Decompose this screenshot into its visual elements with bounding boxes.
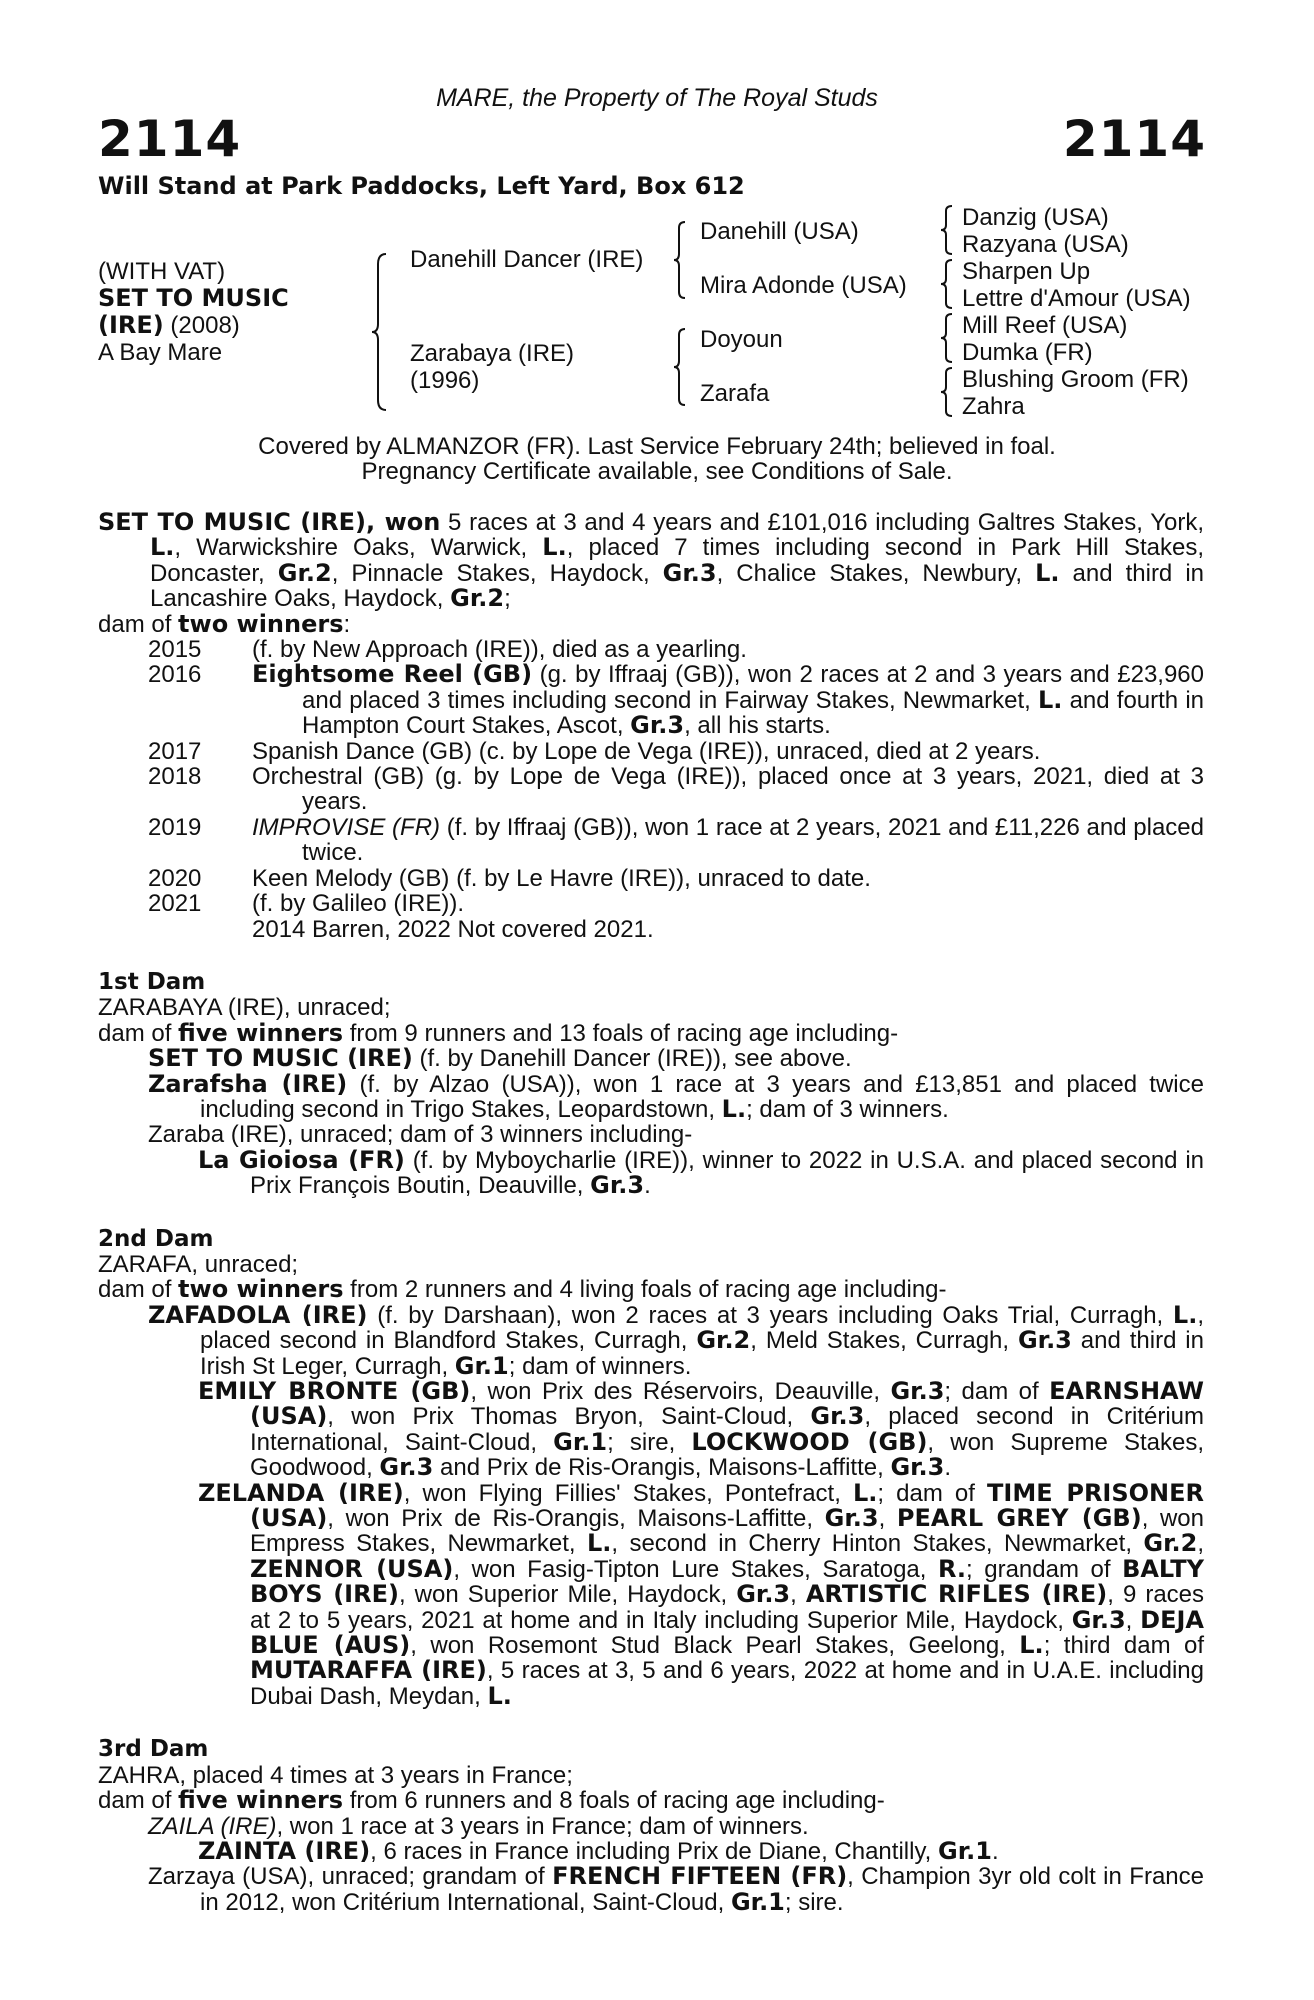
second-dam-heading: 2nd Dam [98, 1225, 214, 1252]
pedigree-bracket-sd [940, 258, 954, 310]
third-dam-line: ZAHRA, placed 4 times at 3 years in France; [98, 1761, 573, 1789]
pedigree-sire-sire: Danehill (USA) [700, 218, 859, 245]
second-dam-entry: EMILY BRONTE (GB), won Prix des Réservoirs, Deauville, Gr.3; dam of EARNSHAW (USA), won Prix Thomas Bryon, Saint-Cloud, Gr.3, placed second in Critérium International, Saint-Cloud, Gr.1; sire, LOCKWOOD (GB), won Supreme Stakes, Goodwood, Gr.3 and Prix de Ris-Orangis, Maisons-Laffitte, Gr.3. [198, 1377, 1205, 1482]
pedigree-g3-6: Dumka (FR) [962, 339, 1093, 366]
produce-row: 2021 (f. by Galileo (IRE)). [148, 890, 465, 918]
pedigree-g3-7: Blushing Groom (FR) [962, 366, 1189, 393]
pedigree-bracket-dd [940, 366, 954, 418]
pedigree-dam-sire: Doyoun [700, 326, 783, 353]
second-dam-summary: dam of two winners from 2 runners and 4 living foals of racing age including- [98, 1275, 947, 1304]
barren-note: 2014 Barren, 2022 Not covered 2021. [252, 915, 654, 943]
produce-row: 2020 Keen Melody (GB) (f. by Le Havre (IRE)), unraced to date. [148, 864, 871, 892]
pedigree-g3-8: Zahra [962, 393, 1025, 420]
lot-number-left: 2114 [98, 110, 242, 168]
produce-row: 2015 (f. by New Approach (IRE)), died as a yearling. [148, 636, 747, 664]
second-dam-entry: ZAFADOLA (IRE) (f. by Darshaan), won 2 races at 3 years including Oaks Trial, Curragh, L., placed second in Blandford Stakes, Curragh, Gr.2, Meld Stakes, Curragh, Gr.3 and third in Irish St Leger, Curragh, Gr.1; dam of winners. [148, 1300, 1204, 1380]
second-dam-entry: ZELANDA (IRE), won Flying Fillies' Stakes, Pontefract, L.; dam of TIME PRISONER (USA), won Prix de Ris-Orangis, Maisons-Laffitte, Gr.3, PEARL GREY (GB), won Empress Stakes, Newmarket, L., second in Cherry Hinton Stakes, Newmarket, Gr.2, ZENNOR (USA), won Fasig-Tipton Lure Stakes, Saratoga, R.; grandam of BALTY BOYS (IRE), won Superior Mile, Haydock, Gr.3, ARTISTIC RIFLES (IRE), 9 races at 2 to 5 years, 2021 at home and in Italy including Superior Mile, Haydock, Gr.3, DEJA BLUE (AUS), won Rosemont Stud Black Pearl Stakes, Geelong, L.; third dam of MUTARAFFA (IRE), 5 races at 3, 5 and 6 years, 2022 at home and in U.A.E. including Dubai Dash, Meydan, L. [198, 1478, 1205, 1710]
pedigree-sire-dam: Mira Adonde (USA) [700, 272, 907, 299]
first-dam-line: ZARABAYA (IRE), unraced; [98, 994, 391, 1022]
third-dam-summary: dam of five winners from 6 runners and 8 foals of racing age including- [98, 1786, 885, 1815]
pedigree-bracket-dam [672, 327, 688, 407]
produce-row: 2019 IMPROVISE (FR) (f. by Iffraaj (GB)), won 1 race at 2 years, 2021 and £11,226 and placed twice. [148, 813, 1204, 867]
produce-row: 2017 Spanish Dance (GB) (c. by Lope de Vega (IRE)), unraced, died at 2 years. [148, 737, 1041, 765]
vat-note: (WITH VAT) [98, 258, 226, 285]
horse-origin-year: (IRE) (2008) [98, 311, 240, 339]
property-line: MARE, the Property of The Royal Studs [436, 84, 878, 112]
first-dam-summary: dam of five winners from 9 runners and 13 foals of racing age including- [98, 1018, 899, 1047]
produce-row: 2018 Orchestral (GB) (g. by Lope de Vega (IRE)), placed once at 3 years, 2021, died at 3 years. [148, 763, 1204, 816]
first-dam-entry: SET TO MUSIC (IRE) (f. by Danehill Dancer (IRE)), see above. [148, 1044, 852, 1073]
first-dam-entry: Zarafsha (IRE) (f. by Alzao (USA)), won 1 race at 3 years and £13,851 and placed twice including second in Trigo Stakes, Leopardstown, L.; dam of 3 winners. [148, 1069, 1204, 1123]
pedigree-bracket-ss [940, 204, 954, 256]
first-dam-heading: 1st Dam [98, 968, 206, 995]
pedigree-bracket-ds [940, 312, 954, 364]
third-dam-heading: 3rd Dam [98, 1736, 209, 1763]
pedigree-dam-dam: Zarafa [700, 380, 770, 407]
dam-of-summary: dam of two winners: [98, 609, 351, 638]
race-record: SET TO MUSIC (IRE), won 5 races at 3 and 4 years and £101,016 including Galtres Stakes, York, L., Warwickshire Oaks, Warwick, L., placed 7 times including second in Park Hill Stakes, Doncaster, Gr.2, Pinnacle Stakes, Haydock, Gr.3, Chalice Stakes, Newbury, L. and third in Lancashire Oaks, Haydock, Gr.2; [98, 508, 1205, 613]
first-dam-entry: Zaraba (IRE), unraced; dam of 3 winners including- [148, 1121, 693, 1149]
horse-name: SET TO MUSIC [98, 284, 289, 312]
pedigree-sire: Danehill Dancer (IRE) [410, 246, 644, 273]
produce-row: 2016 Eightsome Reel (GB) (g. by Iffraaj (GB)), won 2 races at 2 and 3 years and £23,960 and placed 3 times including second in Fairway Stakes, Newmarket, L. and fourth in Hampton Court Stakes, Ascot, Gr.3, all his starts. [148, 660, 1204, 740]
pedigree-g3-4: Lettre d'Amour (USA) [962, 285, 1191, 312]
pedigree-dam: Zarabaya (IRE) [410, 340, 575, 367]
horse-description: A Bay Mare [98, 339, 223, 366]
stand-location: Will Stand at Park Paddocks, Left Yard, Box 612 [98, 172, 745, 200]
pedigree-g3-3: Sharpen Up [962, 258, 1091, 285]
produce-list [98, 637, 1204, 942]
pedigree-bracket-main [370, 252, 390, 412]
second-dam-line: ZARAFA, unraced; [98, 1250, 299, 1278]
pedigree-g3-2: Razyana (USA) [962, 231, 1129, 258]
third-dam-entry: Zarzaya (USA), unraced; grandam of FRENCH FIFTEEN (FR), Champion 3yr old colt in France in 2012, won Critérium International, Saint-Cloud, Gr.1; sire. [148, 1862, 1204, 1916]
pedigree-bracket-sire [672, 220, 688, 300]
pedigree-g3-5: Mill Reef (USA) [962, 312, 1128, 339]
third-dam-entry: ZAINTA (IRE), 6 races in France including Prix de Diane, Chantilly, Gr.1. [198, 1836, 999, 1865]
first-dam-entry: La Gioiosa (FR) (f. by Myboycharlie (IRE)), winner to 2022 in U.S.A. and placed second in Prix François Boutin, Deauville, Gr.3. [198, 1145, 1204, 1200]
pedigree-dam-year: (1996) [410, 367, 480, 394]
covered-note: Covered by ALMANZOR (FR). Last Service February 24th; believed in foal. Pregnancy Certificate available, see Conditions of Sale. [258, 433, 1056, 485]
third-dam-entry: ZAILA (IRE), won 1 race at 3 years in France; dam of winners. [148, 1812, 809, 1840]
pedigree-g3-1: Danzig (USA) [962, 204, 1109, 231]
lot-number-right: 2114 [1062, 110, 1206, 168]
catalogue-body [98, 510, 1204, 1915]
